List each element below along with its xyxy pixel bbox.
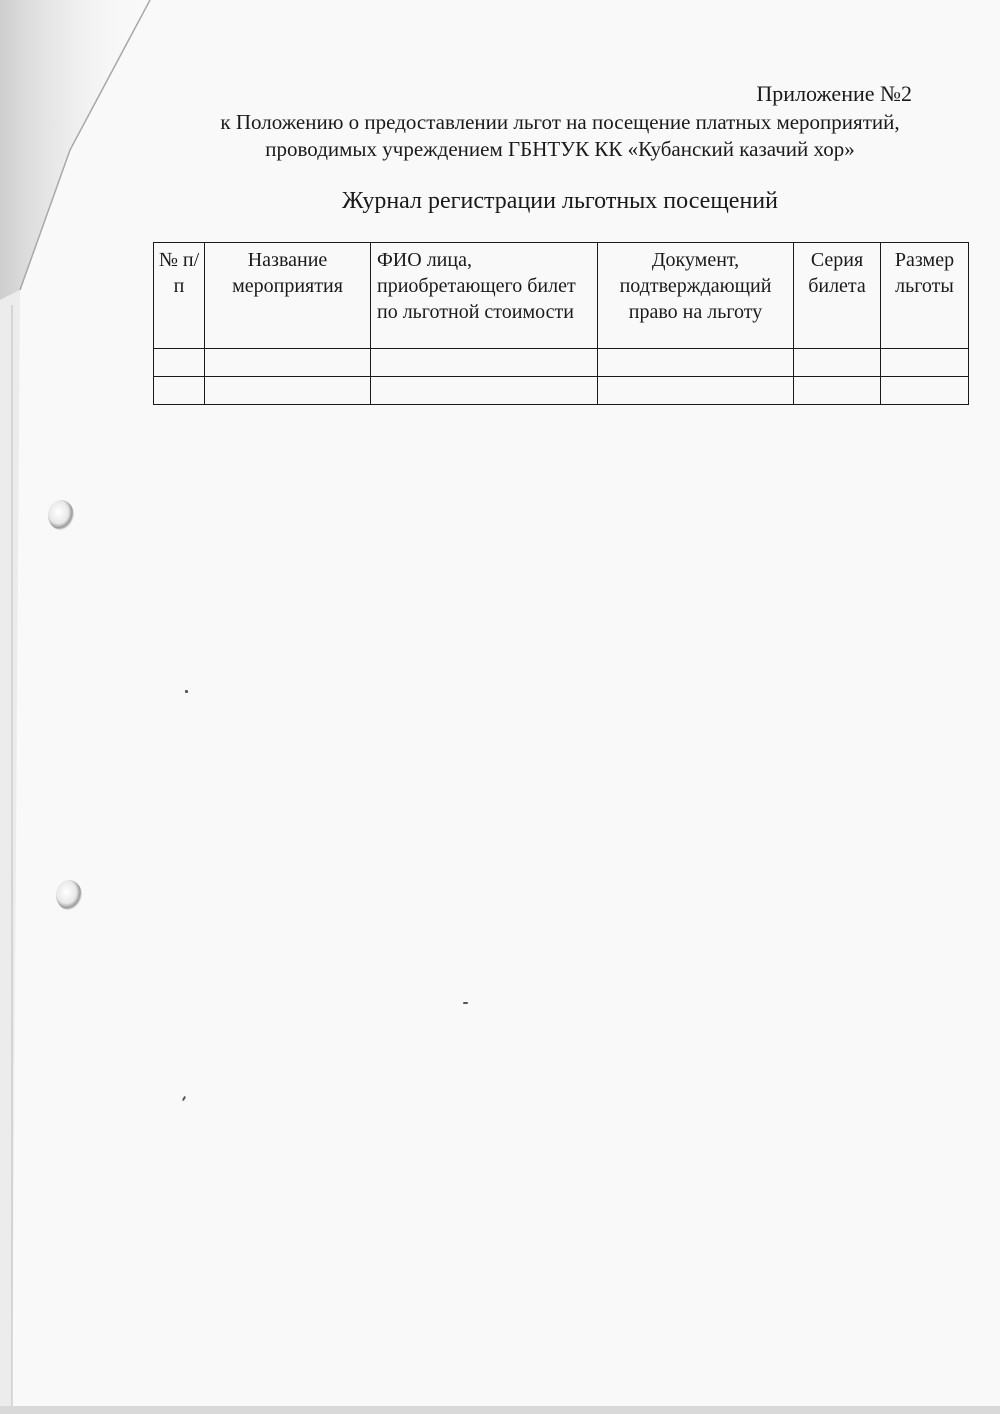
table-cell [371, 377, 598, 405]
table-cell [154, 377, 205, 405]
punch-hole-bottom [56, 880, 82, 910]
appendix-label: Приложение №2 [756, 81, 912, 106]
table-cell [598, 349, 794, 377]
table-cell [794, 377, 881, 405]
scan-speck [185, 690, 188, 693]
journal-title: Журнал регистрации льготных посещений [342, 188, 778, 214]
table-header-row [154, 243, 969, 349]
table-cell [371, 349, 598, 377]
table-cell [794, 349, 881, 377]
column-header-buyer-name: ФИО лица, приобретающего билет по льготной стоимости [371, 243, 598, 349]
column-header-benefit-amount: Размер льготы [881, 243, 969, 349]
column-header-number: № п/п [154, 243, 205, 349]
scan-bottom-edge [0, 1406, 1000, 1414]
scan-speck [182, 1096, 186, 1101]
column-header-event-name: Название мероприятия [205, 243, 371, 349]
column-header-benefit-document: Документ, подтверждающий право на льготу [598, 243, 794, 349]
table-cell [881, 377, 969, 405]
appendix-reference-line-2: проводимых учреждением ГБНТУК КК «Кубанский казачий хор» [265, 137, 855, 161]
table-cell [598, 377, 794, 405]
appendix-reference-line-1: к Положению о предоставлении льгот на посещение платных мероприятий, [220, 110, 900, 134]
table-row [154, 349, 969, 377]
column-header-ticket-series: Серия билета [794, 243, 881, 349]
table-cell [205, 377, 371, 405]
table-row [154, 377, 969, 405]
table-cell [881, 349, 969, 377]
punch-hole-top [48, 500, 74, 530]
scan-speck [463, 1002, 468, 1004]
table-cell [154, 349, 205, 377]
registration-journal-table [153, 242, 969, 405]
table-cell [205, 349, 371, 377]
